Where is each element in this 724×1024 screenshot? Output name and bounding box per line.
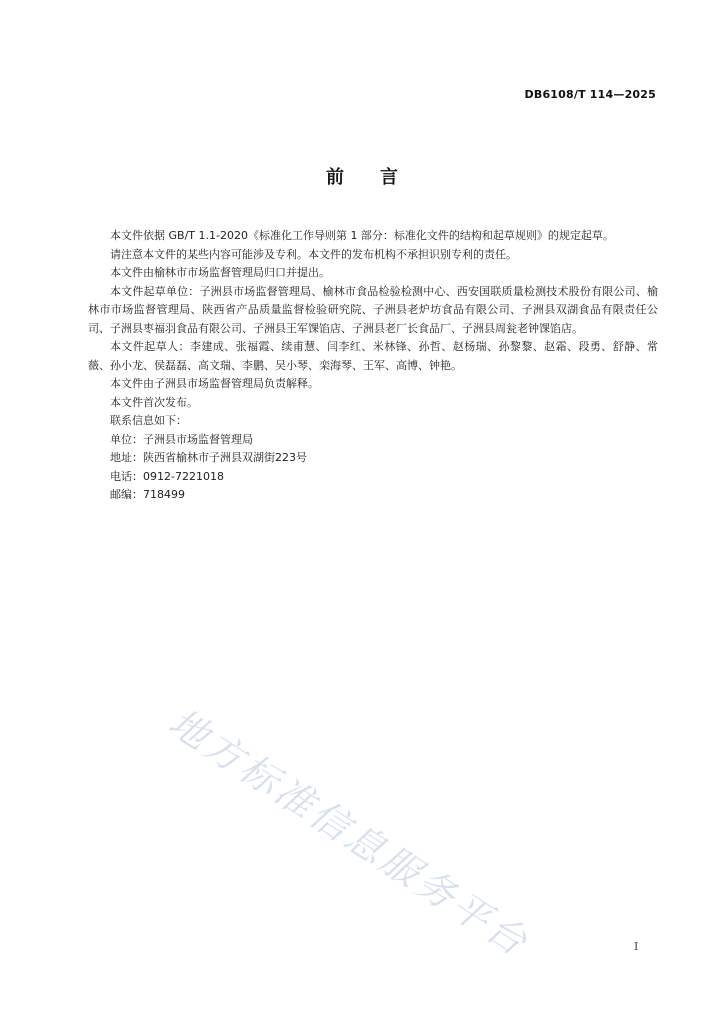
contact-unit: 单位：子洲县市场监督管理局	[110, 432, 253, 446]
contact-heading: 联系信息如下：	[110, 414, 187, 427]
paragraph-drafters: 本文件起草人：李建成、张福霞、续甫慧、闫李红、米林锋、孙哲、赵杨瑞、孙黎黎、赵霜、段勇、舒静、常薇、孙小龙、侯磊磊、高文瑞、李鹏、吴小琴、栾海琴、王军、高博、钟艳。	[88, 340, 658, 372]
page-number: I	[634, 940, 639, 953]
contact-phone: 电话：0912-7221018	[110, 469, 224, 483]
paragraph-proposer: 本文件由榆林市市场监督管理局归口并提出。	[110, 266, 330, 279]
page-title: 前言	[326, 167, 434, 188]
paragraph-drafting-units: 本文件起草单位：子洲县市场监督管理局、榆林市食品检验检测中心、西安国联质量检测技术股份有限公司、榆林市市场监督管理局、陕西省产品质量监督检验研究院、子洲县老炉坊食品有限公司、子洲县双湖食品有限责任公司、子洲县枣福羽食品有限公司、子洲县王军馃馅店、子洲县老厂长食品厂、子洲县周瓮老钟馃馅店。	[88, 284, 658, 335]
contact-postcode: 邮编：718499	[110, 488, 185, 501]
foreword-body	[88, 227, 658, 505]
paragraph-first-release: 本文件首次发布。	[110, 395, 198, 409]
document-code: DB6108/T 114—2025	[524, 88, 656, 101]
paragraph-patent-notice: 请注意本文件的某些内容可能涉及专利。本文件的发布机构不承担识别专利的责任。	[110, 247, 517, 261]
watermark: 地方标准信息服务平台	[161, 699, 538, 966]
paragraph-interpretation: 本文件由子洲县市场监督管理局负责解释。	[110, 377, 319, 390]
contact-address: 地址：陕西省榆林市子洲县双湖街223号	[110, 451, 307, 464]
paragraph-drafting-basis: 本文件依据 GB/T 1.1-2020《标准化工作导则第 1 部分：标准化文件的结构和起草规则》的规定起草。	[110, 229, 614, 242]
